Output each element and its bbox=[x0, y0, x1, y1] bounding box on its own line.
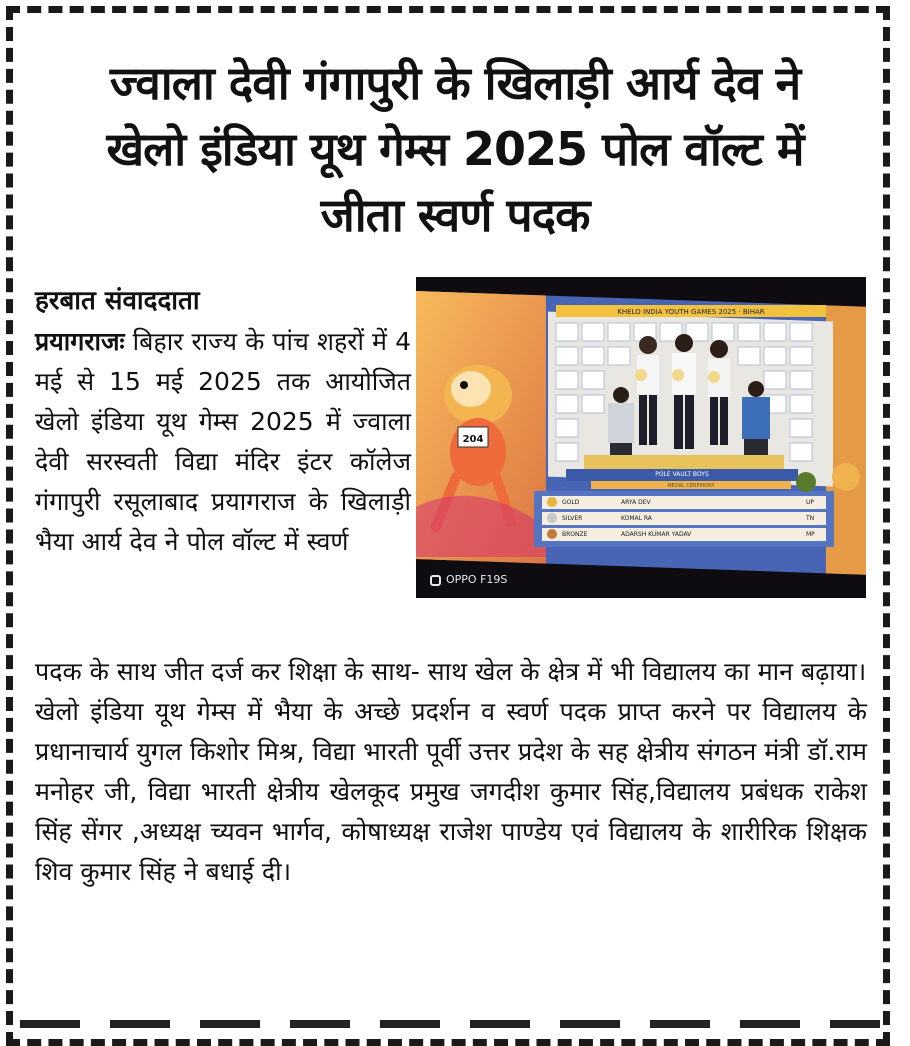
result-medal-1: GOLD bbox=[562, 499, 580, 506]
ceremony-photo bbox=[416, 277, 866, 598]
photo-watermark bbox=[430, 573, 507, 586]
result-medal-3: BRONZE bbox=[562, 531, 588, 538]
result-name-2: KOMAL RA bbox=[621, 515, 652, 522]
paragraph-1: पदक के साथ जीत दर्ज कर शिक्षा के साथ- साथ खेल के क्षेत्र में भी विद्यालय का मान बढ़ाया। bbox=[35, 657, 867, 686]
paragraph-2: खेलो इंडिया यूथ गेम्स में भैया के अच्छे प्रदर्शन व स्वर्ण पदक प्राप्त करने पर विद्यालय के प्रधानाचार्य युगल किशोर मिश्र, विद्या भारती पूर्वी उत्तर प्रदेश के सह क्षेत्रीय संगठन मंत्री डॉ.राम मनोहर जी, विद्या भारती क्षेत्रीय खेलकूद प्रमुख जगदीश कुमार सिंह,विद्यालय प्रबंधक राकेश सिंह सेंगर ,अध्यक्ष च्यवन भार्गव, कोषाध्यक्ष राजेश पाण्डेय एवं विद्यालय के शारीरिक शिक्षक शिव कुमार सिंह ने बधाई दी। bbox=[35, 697, 867, 886]
result-state-1: UP bbox=[806, 499, 815, 506]
photo-podium-sub: MEDAL CEREMONY bbox=[667, 483, 715, 489]
dateline: प्रयागराजः bbox=[35, 327, 125, 356]
result-state-3: MP bbox=[806, 531, 815, 538]
watermark-text: OPPO F19S bbox=[446, 573, 508, 586]
photo-bib-number: 204 bbox=[462, 434, 484, 445]
article-full-text bbox=[35, 652, 867, 892]
result-medal-2: SILVER bbox=[562, 515, 583, 522]
photo-podium-event: POLE VAULT BOYS bbox=[655, 471, 709, 478]
result-name-3: ADARSH KUMAR YADAV bbox=[621, 531, 692, 538]
result-name-1: ARYA DEV bbox=[621, 499, 651, 506]
cut-text-edge bbox=[20, 1020, 880, 1028]
result-state-2: TN bbox=[806, 515, 815, 522]
headline-line-1: ज्वाला देवी गंगापुरी के खिलाड़ी आर्य देव ने bbox=[109, 56, 801, 110]
camera-icon bbox=[430, 575, 441, 586]
photo-banner-text: KHELO INDIA YOUTH GAMES 2025 · BIHAR bbox=[617, 308, 765, 316]
headline-line-3: जीता स्वर्ण पदक bbox=[320, 188, 590, 242]
headline bbox=[20, 50, 890, 248]
column-body: बिहार राज्य के पांच शहरों में 4 मई से 15 मई 2025 तक आयोजित खेलो इंडिया यूथ गेम्स 2025 में ज्वाला देवी सरस्वती विद्या मंदिर इंटर कॉलेज गंगापुरी रसूलाबाद प्रयागराज के खिलाड़ी भैया आर्य देव ने पोल वॉल्ट में स्वर्ण bbox=[35, 327, 411, 556]
article-column-text bbox=[35, 322, 411, 562]
headline-line-2: खेलो इंडिया यूथ गेम्स 2025 पोल वॉल्ट में bbox=[106, 122, 804, 176]
byline: हरबात संवाददाता bbox=[35, 286, 200, 316]
